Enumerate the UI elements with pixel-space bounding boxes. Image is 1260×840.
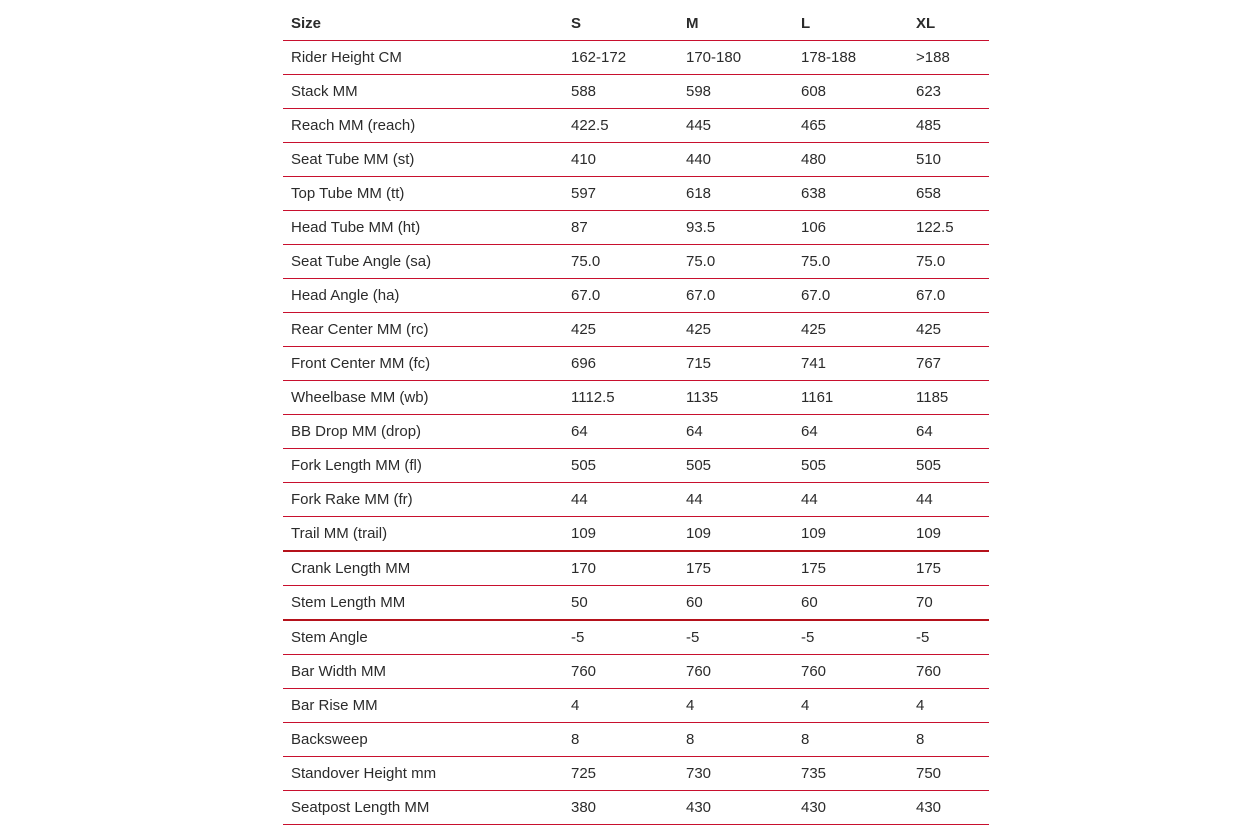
table-cell: 170-180 bbox=[678, 41, 793, 75]
table-cell: 730 bbox=[678, 757, 793, 791]
table-row bbox=[283, 586, 989, 621]
row-label: Bar Width MM bbox=[283, 655, 563, 689]
row-label: Stack MM bbox=[283, 75, 563, 109]
table-row bbox=[283, 75, 989, 109]
row-label: Front Center MM (fc) bbox=[283, 347, 563, 381]
table-row bbox=[283, 551, 989, 586]
table-cell: 64 bbox=[678, 415, 793, 449]
table-cell: 598 bbox=[678, 75, 793, 109]
table-row bbox=[283, 517, 989, 552]
table-cell: 623 bbox=[908, 75, 989, 109]
table-cell: 760 bbox=[563, 655, 678, 689]
table-cell: 64 bbox=[563, 415, 678, 449]
table-cell: 109 bbox=[793, 517, 908, 552]
header-size: Size bbox=[283, 7, 563, 41]
row-label: Wheelbase MM (wb) bbox=[283, 381, 563, 415]
table-cell: 445 bbox=[678, 109, 793, 143]
table-cell: 162-172 bbox=[563, 41, 678, 75]
table-cell: 1185 bbox=[908, 381, 989, 415]
table-cell: 75.0 bbox=[793, 245, 908, 279]
table-cell: 760 bbox=[908, 655, 989, 689]
table-cell: 8 bbox=[793, 723, 908, 757]
table-cell: 425 bbox=[908, 313, 989, 347]
table-cell: 70 bbox=[908, 586, 989, 621]
table-row bbox=[283, 757, 989, 791]
row-label: Reach MM (reach) bbox=[283, 109, 563, 143]
table-row bbox=[283, 347, 989, 381]
row-label: Fork Rake MM (fr) bbox=[283, 483, 563, 517]
table-cell: 425 bbox=[678, 313, 793, 347]
header-size-m: M bbox=[678, 7, 793, 41]
row-label: Seat Tube Angle (sa) bbox=[283, 245, 563, 279]
row-label: Head Tube MM (ht) bbox=[283, 211, 563, 245]
table-cell: 93.5 bbox=[678, 211, 793, 245]
table-cell: 109 bbox=[563, 517, 678, 552]
table-cell: 8 bbox=[678, 723, 793, 757]
table-cell: 67.0 bbox=[908, 279, 989, 313]
table-cell: 1112.5 bbox=[563, 381, 678, 415]
row-label: Crank Length MM bbox=[283, 551, 563, 586]
table-row bbox=[283, 245, 989, 279]
table-row bbox=[283, 415, 989, 449]
table-cell: 715 bbox=[678, 347, 793, 381]
table-row bbox=[283, 381, 989, 415]
table-cell: 638 bbox=[793, 177, 908, 211]
table-cell: 75.0 bbox=[678, 245, 793, 279]
table-cell: 60 bbox=[793, 586, 908, 621]
row-label: Fork Length MM (fl) bbox=[283, 449, 563, 483]
table-cell: 64 bbox=[908, 415, 989, 449]
table-cell: 75.0 bbox=[908, 245, 989, 279]
table-cell: 178-188 bbox=[793, 41, 908, 75]
table-cell: 658 bbox=[908, 177, 989, 211]
table-cell: 760 bbox=[678, 655, 793, 689]
table-cell: 588 bbox=[563, 75, 678, 109]
table-row bbox=[283, 109, 989, 143]
geometry-table bbox=[283, 7, 989, 825]
table-cell: 87 bbox=[563, 211, 678, 245]
header-size-s: S bbox=[563, 7, 678, 41]
row-label: Bar Rise MM bbox=[283, 689, 563, 723]
table-cell: 175 bbox=[678, 551, 793, 586]
table-cell: 44 bbox=[793, 483, 908, 517]
row-label: Seat Tube MM (st) bbox=[283, 143, 563, 177]
row-label: Top Tube MM (tt) bbox=[283, 177, 563, 211]
table-cell: 735 bbox=[793, 757, 908, 791]
row-label: Stem Angle bbox=[283, 620, 563, 655]
table-cell: -5 bbox=[793, 620, 908, 655]
table-cell: 175 bbox=[793, 551, 908, 586]
table-cell: 4 bbox=[793, 689, 908, 723]
table-cell: 175 bbox=[908, 551, 989, 586]
table-cell: 505 bbox=[793, 449, 908, 483]
table-row bbox=[283, 211, 989, 245]
table-cell: 510 bbox=[908, 143, 989, 177]
table-cell: 50 bbox=[563, 586, 678, 621]
table-row bbox=[283, 41, 989, 75]
table-cell: -5 bbox=[678, 620, 793, 655]
table-row bbox=[283, 177, 989, 211]
table-cell: 4 bbox=[563, 689, 678, 723]
row-label: Backsweep bbox=[283, 723, 563, 757]
table-cell: 8 bbox=[563, 723, 678, 757]
table-cell: 618 bbox=[678, 177, 793, 211]
table-cell: 1161 bbox=[793, 381, 908, 415]
table-cell: 767 bbox=[908, 347, 989, 381]
table-cell: 67.0 bbox=[563, 279, 678, 313]
table-cell: 422.5 bbox=[563, 109, 678, 143]
table-cell: 75.0 bbox=[563, 245, 678, 279]
row-label: Head Angle (ha) bbox=[283, 279, 563, 313]
table-row bbox=[283, 723, 989, 757]
table-cell: 67.0 bbox=[678, 279, 793, 313]
table-cell: 44 bbox=[908, 483, 989, 517]
table-row bbox=[283, 791, 989, 825]
table-row bbox=[283, 279, 989, 313]
table-cell: 465 bbox=[793, 109, 908, 143]
table-cell: 64 bbox=[793, 415, 908, 449]
table-cell: 430 bbox=[908, 791, 989, 825]
header-size-xl: XL bbox=[908, 7, 989, 41]
table-cell: 608 bbox=[793, 75, 908, 109]
table-row bbox=[283, 620, 989, 655]
table-row bbox=[283, 143, 989, 177]
table-cell: 60 bbox=[678, 586, 793, 621]
table-cell: 109 bbox=[678, 517, 793, 552]
table-row bbox=[283, 655, 989, 689]
table-row bbox=[283, 689, 989, 723]
table-body bbox=[283, 41, 989, 825]
table-cell: 44 bbox=[678, 483, 793, 517]
table-cell: >188 bbox=[908, 41, 989, 75]
row-label: Trail MM (trail) bbox=[283, 517, 563, 552]
table-cell: -5 bbox=[563, 620, 678, 655]
table-cell: 760 bbox=[793, 655, 908, 689]
row-label: Standover Height mm bbox=[283, 757, 563, 791]
table-cell: 1135 bbox=[678, 381, 793, 415]
table-cell: 8 bbox=[908, 723, 989, 757]
table-cell: 44 bbox=[563, 483, 678, 517]
row-label: Rider Height CM bbox=[283, 41, 563, 75]
table-cell: 109 bbox=[908, 517, 989, 552]
table-row bbox=[283, 483, 989, 517]
table-cell: 425 bbox=[563, 313, 678, 347]
table-cell: -5 bbox=[908, 620, 989, 655]
table-cell: 122.5 bbox=[908, 211, 989, 245]
table-cell: 4 bbox=[678, 689, 793, 723]
table-cell: 485 bbox=[908, 109, 989, 143]
table-row bbox=[283, 313, 989, 347]
table-cell: 505 bbox=[678, 449, 793, 483]
table-cell: 4 bbox=[908, 689, 989, 723]
table-header-row bbox=[283, 7, 989, 41]
table-cell: 480 bbox=[793, 143, 908, 177]
table-cell: 750 bbox=[908, 757, 989, 791]
row-label: Rear Center MM (rc) bbox=[283, 313, 563, 347]
row-label: Stem Length MM bbox=[283, 586, 563, 621]
table-cell: 425 bbox=[793, 313, 908, 347]
row-label: Seatpost Length MM bbox=[283, 791, 563, 825]
table-cell: 410 bbox=[563, 143, 678, 177]
table-cell: 67.0 bbox=[793, 279, 908, 313]
table-cell: 380 bbox=[563, 791, 678, 825]
row-label: BB Drop MM (drop) bbox=[283, 415, 563, 449]
header-size-l: L bbox=[793, 7, 908, 41]
table-cell: 505 bbox=[908, 449, 989, 483]
table-cell: 741 bbox=[793, 347, 908, 381]
table-cell: 597 bbox=[563, 177, 678, 211]
table-cell: 430 bbox=[793, 791, 908, 825]
table-cell: 725 bbox=[563, 757, 678, 791]
table-cell: 106 bbox=[793, 211, 908, 245]
table-cell: 430 bbox=[678, 791, 793, 825]
table-row bbox=[283, 449, 989, 483]
table-cell: 170 bbox=[563, 551, 678, 586]
table-cell: 505 bbox=[563, 449, 678, 483]
table-cell: 696 bbox=[563, 347, 678, 381]
table-cell: 440 bbox=[678, 143, 793, 177]
